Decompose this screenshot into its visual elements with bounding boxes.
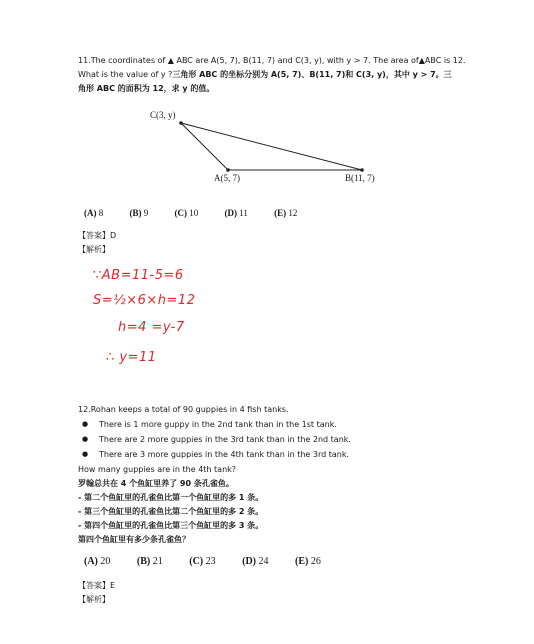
handwritten-line-3: h=4 =y-7 [118,320,185,335]
q12-bullet-1: There is 1 more guppy in the 2nd tank than in the 1st tank. [99,420,337,429]
choice-b: (B) 21 [136,556,163,567]
choice-a: (A) 8 [84,208,104,218]
q11-analysis-label: 【解析】 [78,245,110,254]
q11-text-line3: 角形 ABC 的面积为 12，求 y 的值。 [78,84,215,93]
q12-zh-4: - 第四个鱼缸里的孔雀鱼比第三个鱼缸里的多 3 条。 [78,521,264,530]
bullet-icon: ● [82,435,89,443]
handwritten-line-4: ∴ y=11 [106,350,157,365]
choice-c: (C) 23 [189,556,216,567]
choice-a: (A) 20 [84,556,111,567]
bullet-icon: ● [82,450,89,458]
q12-bullet-3: There are 3 more guppies in the 4th tank than in the 3rd tank. [99,450,350,459]
choice-d: (D) 24 [242,556,269,567]
q12-intro: 12.Rohan keeps a total of 90 guppies in 4 fish tanks. [78,405,289,414]
triangle-abc [181,123,362,170]
q12-question: How many guppies are in the 4th tank? [78,465,237,474]
q12-zh-3: - 第三个鱼缸里的孔雀鱼比第二个鱼缸里的多 2 条。 [78,507,264,516]
handwritten-line-1: ∵AB=11-5=6 [93,268,184,283]
choice-c: (C) 10 [174,208,199,218]
q12-choices [84,556,345,567]
label-a: A(5, 7) [214,173,240,183]
q12-zh-2: - 第二个鱼缸里的孔雀鱼比第一个鱼缸里的多 1 条。 [78,493,264,502]
q11-text-line2-zh: 三角形 ABC 的坐标分别为 A(5, 7)、B(11, 7)和 C(3, y)，其中 y > 7。三 [172,70,452,79]
q11-answer: 【答案】D [78,231,117,240]
choice-e: (E) 26 [295,556,321,567]
choice-d: (D) 11 [224,208,248,218]
choice-e: (E) 12 [274,208,298,218]
q12-zh-5: 第四个鱼缸里有多少条孔雀鱼？ [78,535,190,544]
q12-zh-1: 罗翰总共在 4 个鱼缸里养了 90 条孔雀鱼。 [78,479,234,488]
q11-text-line2-en: What is the value of y ? [78,70,173,79]
q11-choices [84,208,321,218]
point-c [179,121,183,125]
handwritten-line-2: S=½×6×h=12 [93,293,196,308]
q12-answer: 【答案】E [78,581,116,590]
q11-text-line1: 11.The coordinates of ▲ ABC are A(5, 7), B(11, 7) and C(3, y), with y > 7. The area of▲ABC is 12. [78,56,466,65]
q12-bullet-2: There are 2 more guppies in the 3rd tank than in the 2nd tank. [99,435,351,444]
q12-analysis-label: 【解析】 [78,595,110,604]
bullet-icon: ● [82,420,89,428]
point-b [360,168,364,172]
label-c: C(3, y) [150,110,176,120]
point-a [226,168,230,172]
choice-b: (B) 9 [129,208,149,218]
label-b: B(11, 7) [345,173,375,183]
